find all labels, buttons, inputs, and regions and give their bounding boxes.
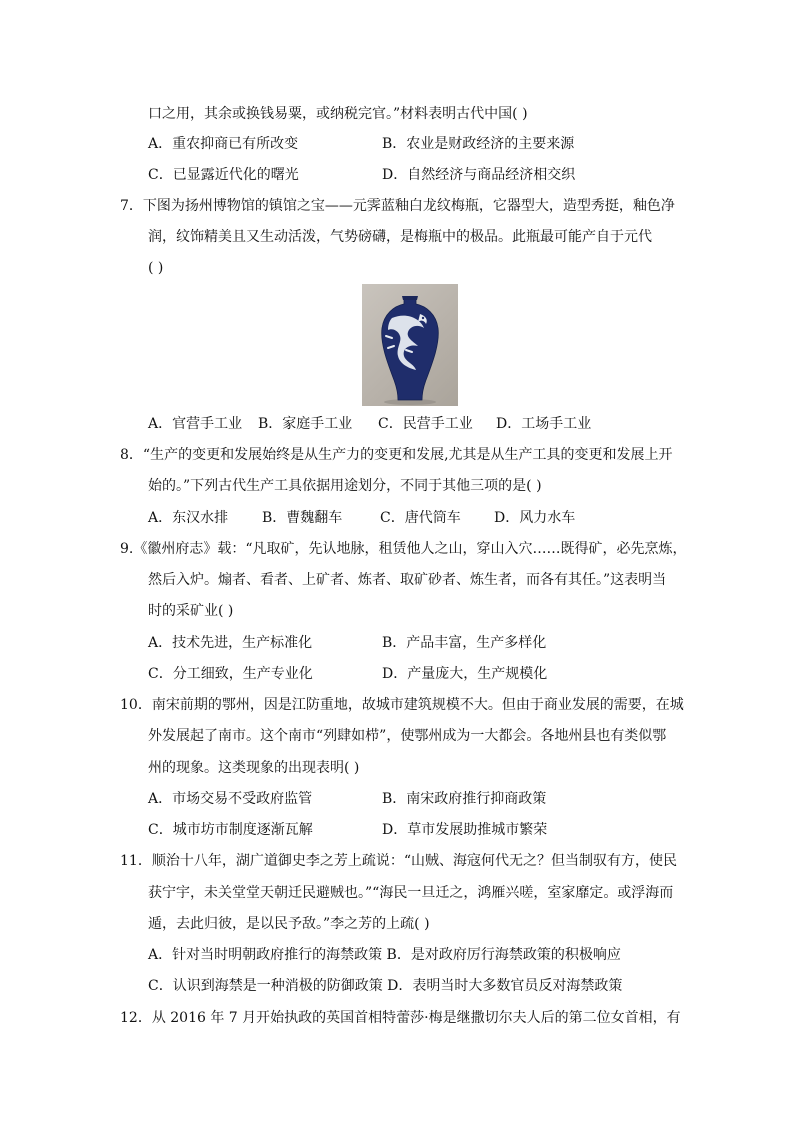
q10-option-b: B．南宋政府推行抑商政策 [382, 791, 547, 807]
q6-option-c: C．已显露近代化的曙光 [148, 167, 299, 183]
q7-stem-line-1: 7．下图为扬州博物馆的镇馆之宝——元霁蓝釉白龙纹梅瓶，它器型大，造型秀挺，釉色净 [120, 198, 675, 214]
q8-option-b: B．曹魏翻车 [262, 510, 343, 526]
q9-option-a: A．技术先进，生产标准化 [148, 635, 313, 651]
q10-option-d: D．草市发展助推城市繁荣 [382, 822, 548, 838]
q7-option-c: C．民营手工业 [378, 416, 473, 432]
vase-icon [362, 284, 458, 406]
q7-option-a: A．官营手工业 [148, 416, 243, 432]
q9-option-c: C．分工细致，生产专业化 [148, 666, 313, 682]
q11-stem-line-3: 遁，去此归彼，是以民予敌。”李之芳的上疏( ) [148, 916, 430, 932]
q9-option-d: D．产量庞大，生产规模化 [382, 666, 548, 682]
q8-stem-line-1: 8．“生产的变更和发展始终是从生产力的变更和发展,尤其是从生产工具的变更和发展上开 [120, 447, 673, 463]
q10-stem-line-2: 外发展起了南市。这个南市“列肆如栉”，使鄂州成为一大都会。各地州县也有类似鄂 [148, 728, 667, 744]
q6-option-a: A．重农抑商已有所改变 [148, 136, 299, 152]
q7-option-d: D．工场手工业 [496, 416, 592, 432]
q9-stem-line-3: 时的采矿业( ) [148, 603, 234, 619]
q10-stem-line-1: 10．南宋前期的鄂州，因是江防重地，故城市建筑规模不大。但由于商业发展的需要，在城 [120, 697, 684, 713]
q11-stem-line-1: 11．顺治十八年，湖广道御史李之芳上疏说：“山贼、海寇何代无之？但当制驭有方，使民 [120, 853, 677, 869]
q11-options-ab: A．针对当时明朝政府推行的海禁政策 B．是对政府厉行海禁政策的积极响应 [148, 947, 621, 963]
q6-option-b: B．农业是财政经济的主要来源 [382, 136, 575, 152]
q8-option-d: D．风力水车 [494, 510, 576, 526]
q7-stem-line-3: ( ) [148, 260, 164, 276]
q10-option-c: C．城市坊市制度逐渐瓦解 [148, 822, 313, 838]
q10-stem-line-3: 州的现象。这类现象的出现表明( ) [148, 760, 360, 776]
q8-option-c: C．唐代筒车 [380, 510, 461, 526]
q12-stem-line-1: 12．从 2016 年 7 月开始执政的英国首相特蕾莎·梅是继撒切尔夫人后的第二位女首相，有 [120, 1010, 681, 1026]
q7-stem-line-2: 润，纹饰精美且又生动活泼，气势磅礴，是梅瓶中的极品。此瓶最可能产自于元代 [148, 229, 652, 245]
q8-stem-line-2: 始的。”下列古代生产工具依据用途划分，不同于其他三项的是( ) [148, 478, 542, 494]
q9-stem-line-2: 然后入炉。煽者、看者、上矿者、炼者、取矿砂者、炼生者，而各有其任。”这表明当 [148, 572, 667, 588]
q6-option-d: D．自然经济与商品经济相交织 [382, 167, 576, 183]
q10-option-a: A．市场交易不受政府监管 [148, 791, 313, 807]
q6-stem-tail: 口之用，其余或换钱易粟，或纳税完官。”材料表明古代中国( ) [148, 106, 528, 122]
q9-option-b: B．产品丰富，生产多样化 [382, 635, 547, 651]
q11-options-cd: C．认识到海禁是一种消极的防御政策 D．表明当时大多数官员反对海禁政策 [148, 978, 623, 994]
q8-option-a: A．东汉水排 [148, 510, 229, 526]
q11-stem-line-2: 获宁宇，未关堂堂天朝迁民避贼也。”“海民一旦迁之，鸿雁兴嗟，室家靡定。或浮海而 [148, 885, 674, 901]
vase-figure [362, 284, 458, 406]
q9-stem-line-1: 9.《徽州府志》载：“凡取矿，先认地脉，租赁他人之山，穿山入穴……既得矿，必先烹炼， [120, 541, 687, 557]
q7-option-b: B．家庭手工业 [258, 416, 353, 432]
